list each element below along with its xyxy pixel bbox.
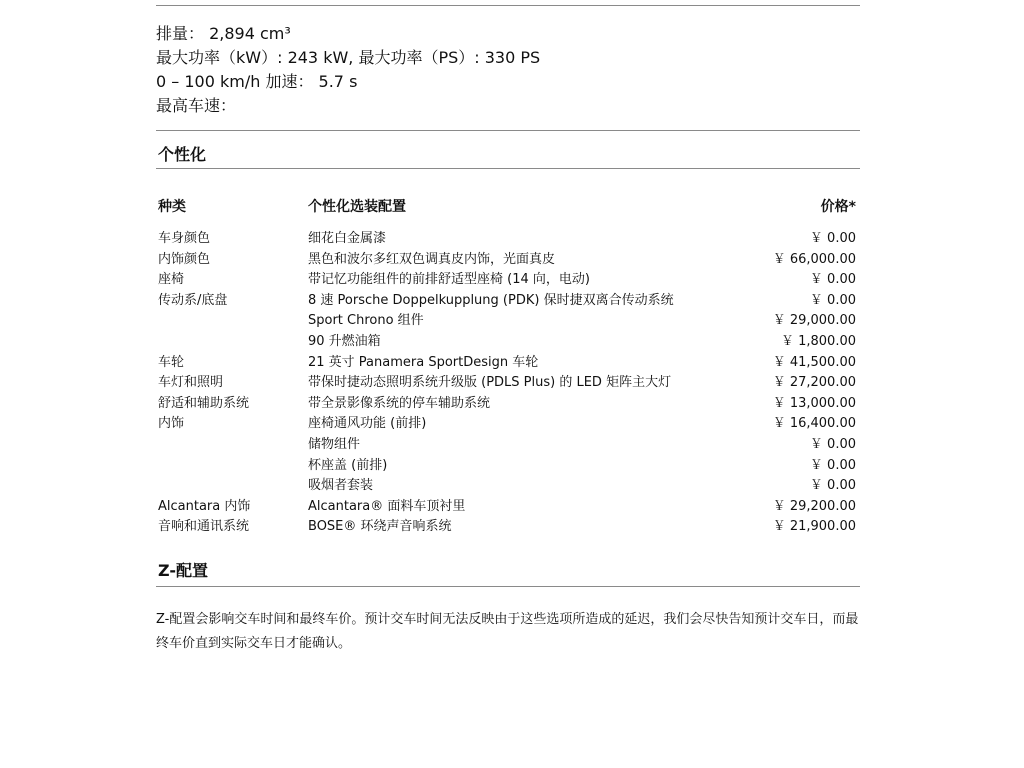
row-option: 21 英寸 Panamera SportDesign 车轮 bbox=[308, 354, 539, 370]
table-row bbox=[156, 229, 860, 250]
table-row bbox=[156, 414, 860, 435]
table-row bbox=[156, 497, 860, 518]
section-title-personalization: 个性化 bbox=[158, 145, 207, 164]
row-option: Sport Chrono 组件 bbox=[308, 313, 424, 329]
table-row bbox=[156, 435, 860, 456]
divider-personalization-bottom bbox=[156, 168, 860, 169]
row-price: ￥ 29,200.00 bbox=[772, 498, 856, 514]
options-table bbox=[156, 229, 860, 538]
divider-z-config bbox=[156, 586, 860, 587]
row-price: ￥ 0.00 bbox=[809, 457, 856, 473]
row-category: 舒适和辅助系统 bbox=[158, 395, 250, 411]
spec-displacement: 排量： 2,894 cm³ bbox=[156, 24, 291, 43]
row-option: 带保时捷动态照明系统升级版 (PDLS Plus) 的 LED 矩阵主大灯 bbox=[308, 375, 672, 391]
row-category: 内饰颜色 bbox=[158, 251, 211, 267]
row-price: ￥ 66,000.00 bbox=[772, 251, 856, 267]
row-option: 储物组件 bbox=[308, 436, 361, 452]
row-price: ￥ 41,500.00 bbox=[772, 354, 856, 370]
table-row bbox=[156, 250, 860, 271]
table-row bbox=[156, 291, 860, 312]
row-option: 90 升燃油箱 bbox=[308, 333, 381, 349]
spec-power: 最大功率（kW）: 243 kW, 最大功率（PS）: 330 PS bbox=[156, 48, 541, 67]
table-row bbox=[156, 394, 860, 415]
row-price: ￥ 21,900.00 bbox=[772, 519, 856, 535]
row-price: ￥ 27,200.00 bbox=[772, 375, 856, 391]
row-option: 座椅通风功能 (前排) bbox=[308, 416, 427, 432]
table-row bbox=[156, 373, 860, 394]
row-category: 内饰 bbox=[158, 416, 185, 432]
table-row bbox=[156, 353, 860, 374]
row-option: 黑色和波尔多红双色调真皮内饰，光面真皮 bbox=[308, 251, 556, 267]
column-header-price: 价格* bbox=[820, 199, 856, 215]
spec-acceleration: 0 – 100 km/h 加速： 5.7 s bbox=[156, 72, 358, 91]
row-price: ￥ 0.00 bbox=[809, 478, 856, 494]
row-option: Alcantara® 面料车顶衬里 bbox=[308, 498, 466, 514]
row-price: ￥ 1,800.00 bbox=[780, 333, 856, 349]
table-row bbox=[156, 456, 860, 477]
table-row bbox=[156, 517, 860, 538]
z-config-note: Z-配置会影响交车时间和最终车价。预计交车时间无法反映由于这些选项所造成的延迟，我们会尽快告知预计交车日，而最终车价直到实际交车日才能确认。 bbox=[156, 612, 859, 651]
row-category: 车身颜色 bbox=[158, 231, 211, 246]
section-title-z-config: Z-配置 bbox=[158, 561, 208, 580]
column-header-category: 种类 bbox=[158, 199, 186, 215]
column-header-option: 个性化选装配置 bbox=[308, 199, 406, 215]
row-category: 车轮 bbox=[158, 354, 185, 370]
row-category: 音响和通讯系统 bbox=[158, 519, 250, 535]
row-option: 吸烟者套装 bbox=[308, 478, 374, 494]
row-option: 带记忆功能组件的前排舒适型座椅 (14 向，电动) bbox=[308, 272, 590, 288]
row-price: ￥ 0.00 bbox=[809, 272, 856, 288]
row-price: ￥ 0.00 bbox=[809, 436, 856, 452]
top-divider bbox=[156, 5, 860, 6]
row-price: ￥ 29,000.00 bbox=[772, 313, 856, 329]
row-category: 车灯和照明 bbox=[158, 375, 224, 391]
row-option: 带全景影像系统的停车辅助系统 bbox=[308, 395, 491, 411]
row-price: ￥ 0.00 bbox=[809, 231, 856, 246]
row-category: Alcantara 内饰 bbox=[158, 498, 251, 514]
table-row bbox=[156, 270, 860, 291]
row-option: 8 速 Porsche Doppelkupplung (PDK) 保时捷双离合传动系统 bbox=[308, 292, 674, 308]
row-option: BOSE® 环绕声音响系统 bbox=[308, 519, 452, 535]
row-category: 座椅 bbox=[158, 272, 185, 288]
row-price: ￥ 16,400.00 bbox=[772, 416, 856, 432]
table-row bbox=[156, 476, 860, 497]
row-category: 传动系/底盘 bbox=[158, 292, 228, 308]
table-row bbox=[156, 311, 860, 332]
document-page bbox=[156, 0, 860, 768]
spec-top-speed: 最高车速： bbox=[156, 96, 237, 115]
table-row bbox=[156, 332, 860, 353]
row-price: ￥ 0.00 bbox=[809, 292, 856, 308]
row-option: 细花白金属漆 bbox=[308, 231, 387, 246]
row-price: ￥ 13,000.00 bbox=[772, 395, 856, 411]
divider-personalization-top bbox=[156, 130, 860, 131]
row-option: 杯座盖 (前排) bbox=[308, 457, 388, 473]
